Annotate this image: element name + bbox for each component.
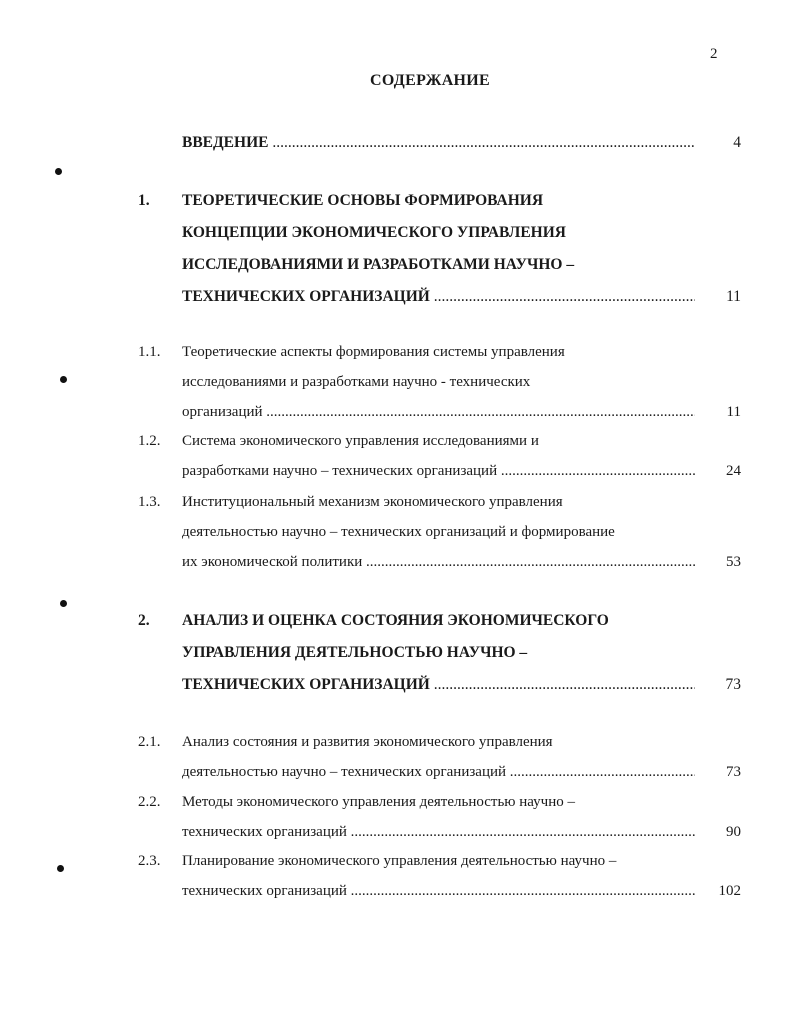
toc-entry-number: 1.3. bbox=[138, 494, 161, 510]
toc-entry-title-line: Теоретические аспекты формирования системы управления bbox=[182, 344, 565, 360]
toc-entry-page: 102 bbox=[718, 883, 741, 899]
toc-entry-number: 1. bbox=[138, 192, 150, 209]
toc-entry-title-line: исследованиями и разработками научно - технических bbox=[182, 374, 531, 390]
toc-entry-page: 53 bbox=[726, 554, 741, 570]
toc-entry-title-line: ТЕХНИЧЕСКИХ ОРГАНИЗАЦИЙ ..... bbox=[182, 669, 695, 701]
toc-entry-title-line: ВВЕДЕНИЕ ..... bbox=[182, 127, 695, 159]
toc-entry-title-line: Институциональный механизм экономического управления bbox=[182, 494, 563, 510]
toc-entry-title-line: организаций ..... bbox=[182, 397, 695, 427]
toc-entry-title-line: технических организаций ..... bbox=[182, 876, 695, 906]
toc-entry-number: 1.2. bbox=[138, 433, 161, 449]
toc-entry-number: 2.3. bbox=[138, 853, 161, 869]
page-number: 2 bbox=[710, 46, 718, 62]
toc-entry-title-line: ТЕХНИЧЕСКИХ ОРГАНИЗАЦИЙ ..... bbox=[182, 281, 695, 313]
toc-entry-title-line: УПРАВЛЕНИЯ ДЕЯТЕЛЬНОСТЬЮ НАУЧНО – bbox=[182, 644, 528, 661]
toc-entry-title-line: АНАЛИЗ И ОЦЕНКА СОСТОЯНИЯ ЭКОНОМИЧЕСКОГО bbox=[182, 612, 609, 629]
toc-entry-title-line: технических организаций ..... bbox=[182, 817, 695, 847]
toc-title: СОДЕРЖАНИЕ bbox=[369, 72, 491, 89]
binder-hole-dot bbox=[57, 865, 64, 872]
toc-entry-title-line: деятельностью научно – технических организаций ..... bbox=[182, 757, 695, 787]
binder-hole-dot bbox=[55, 168, 62, 175]
toc-entry-page: 24 bbox=[726, 463, 741, 479]
toc-entry-page: 73 bbox=[725, 676, 741, 693]
toc-entry-title-line: КОНЦЕПЦИИ ЭКОНОМИЧЕСКОГО УПРАВЛЕНИЯ bbox=[182, 224, 566, 241]
toc-entry-number: 2. bbox=[138, 612, 150, 629]
toc-entry-title-line: их экономической политики ..... bbox=[182, 547, 695, 577]
toc-entry-number: 2.2. bbox=[138, 794, 161, 810]
toc-entry-page: 90 bbox=[726, 824, 741, 840]
toc-entry-title-line: разработками научно – технических организаций ..... bbox=[182, 456, 695, 486]
toc-entry-number: 1.1. bbox=[138, 344, 161, 360]
toc-entry-title-line: Методы экономического управления деятельностью научно – bbox=[182, 794, 575, 810]
toc-entry-title-line: ТЕОРЕТИЧЕСКИЕ ОСНОВЫ ФОРМИРОВАНИЯ bbox=[182, 192, 544, 209]
toc-entry-title-line: ИССЛЕДОВАНИЯМИ И РАЗРАБОТКАМИ НАУЧНО – bbox=[182, 256, 575, 273]
toc-entry-page: 11 bbox=[726, 288, 741, 305]
toc-entry-number: 2.1. bbox=[138, 734, 161, 750]
toc-entry-title-line: Планирование экономического управления деятельностью научно – bbox=[182, 853, 617, 869]
toc-entry-title-line: Анализ состояния и развития экономического управления bbox=[182, 734, 553, 750]
toc-entry-title-line: Система экономического управления исследованиями и bbox=[182, 433, 539, 449]
binder-hole-dot bbox=[60, 376, 67, 383]
toc-entry-page: 4 bbox=[733, 134, 741, 151]
toc-entry-page: 73 bbox=[726, 764, 741, 780]
binder-hole-dot bbox=[60, 600, 67, 607]
toc-entry-title-line: деятельностью научно – технических организаций и формирование bbox=[182, 524, 615, 540]
toc-entry-page: 11 bbox=[726, 404, 741, 420]
